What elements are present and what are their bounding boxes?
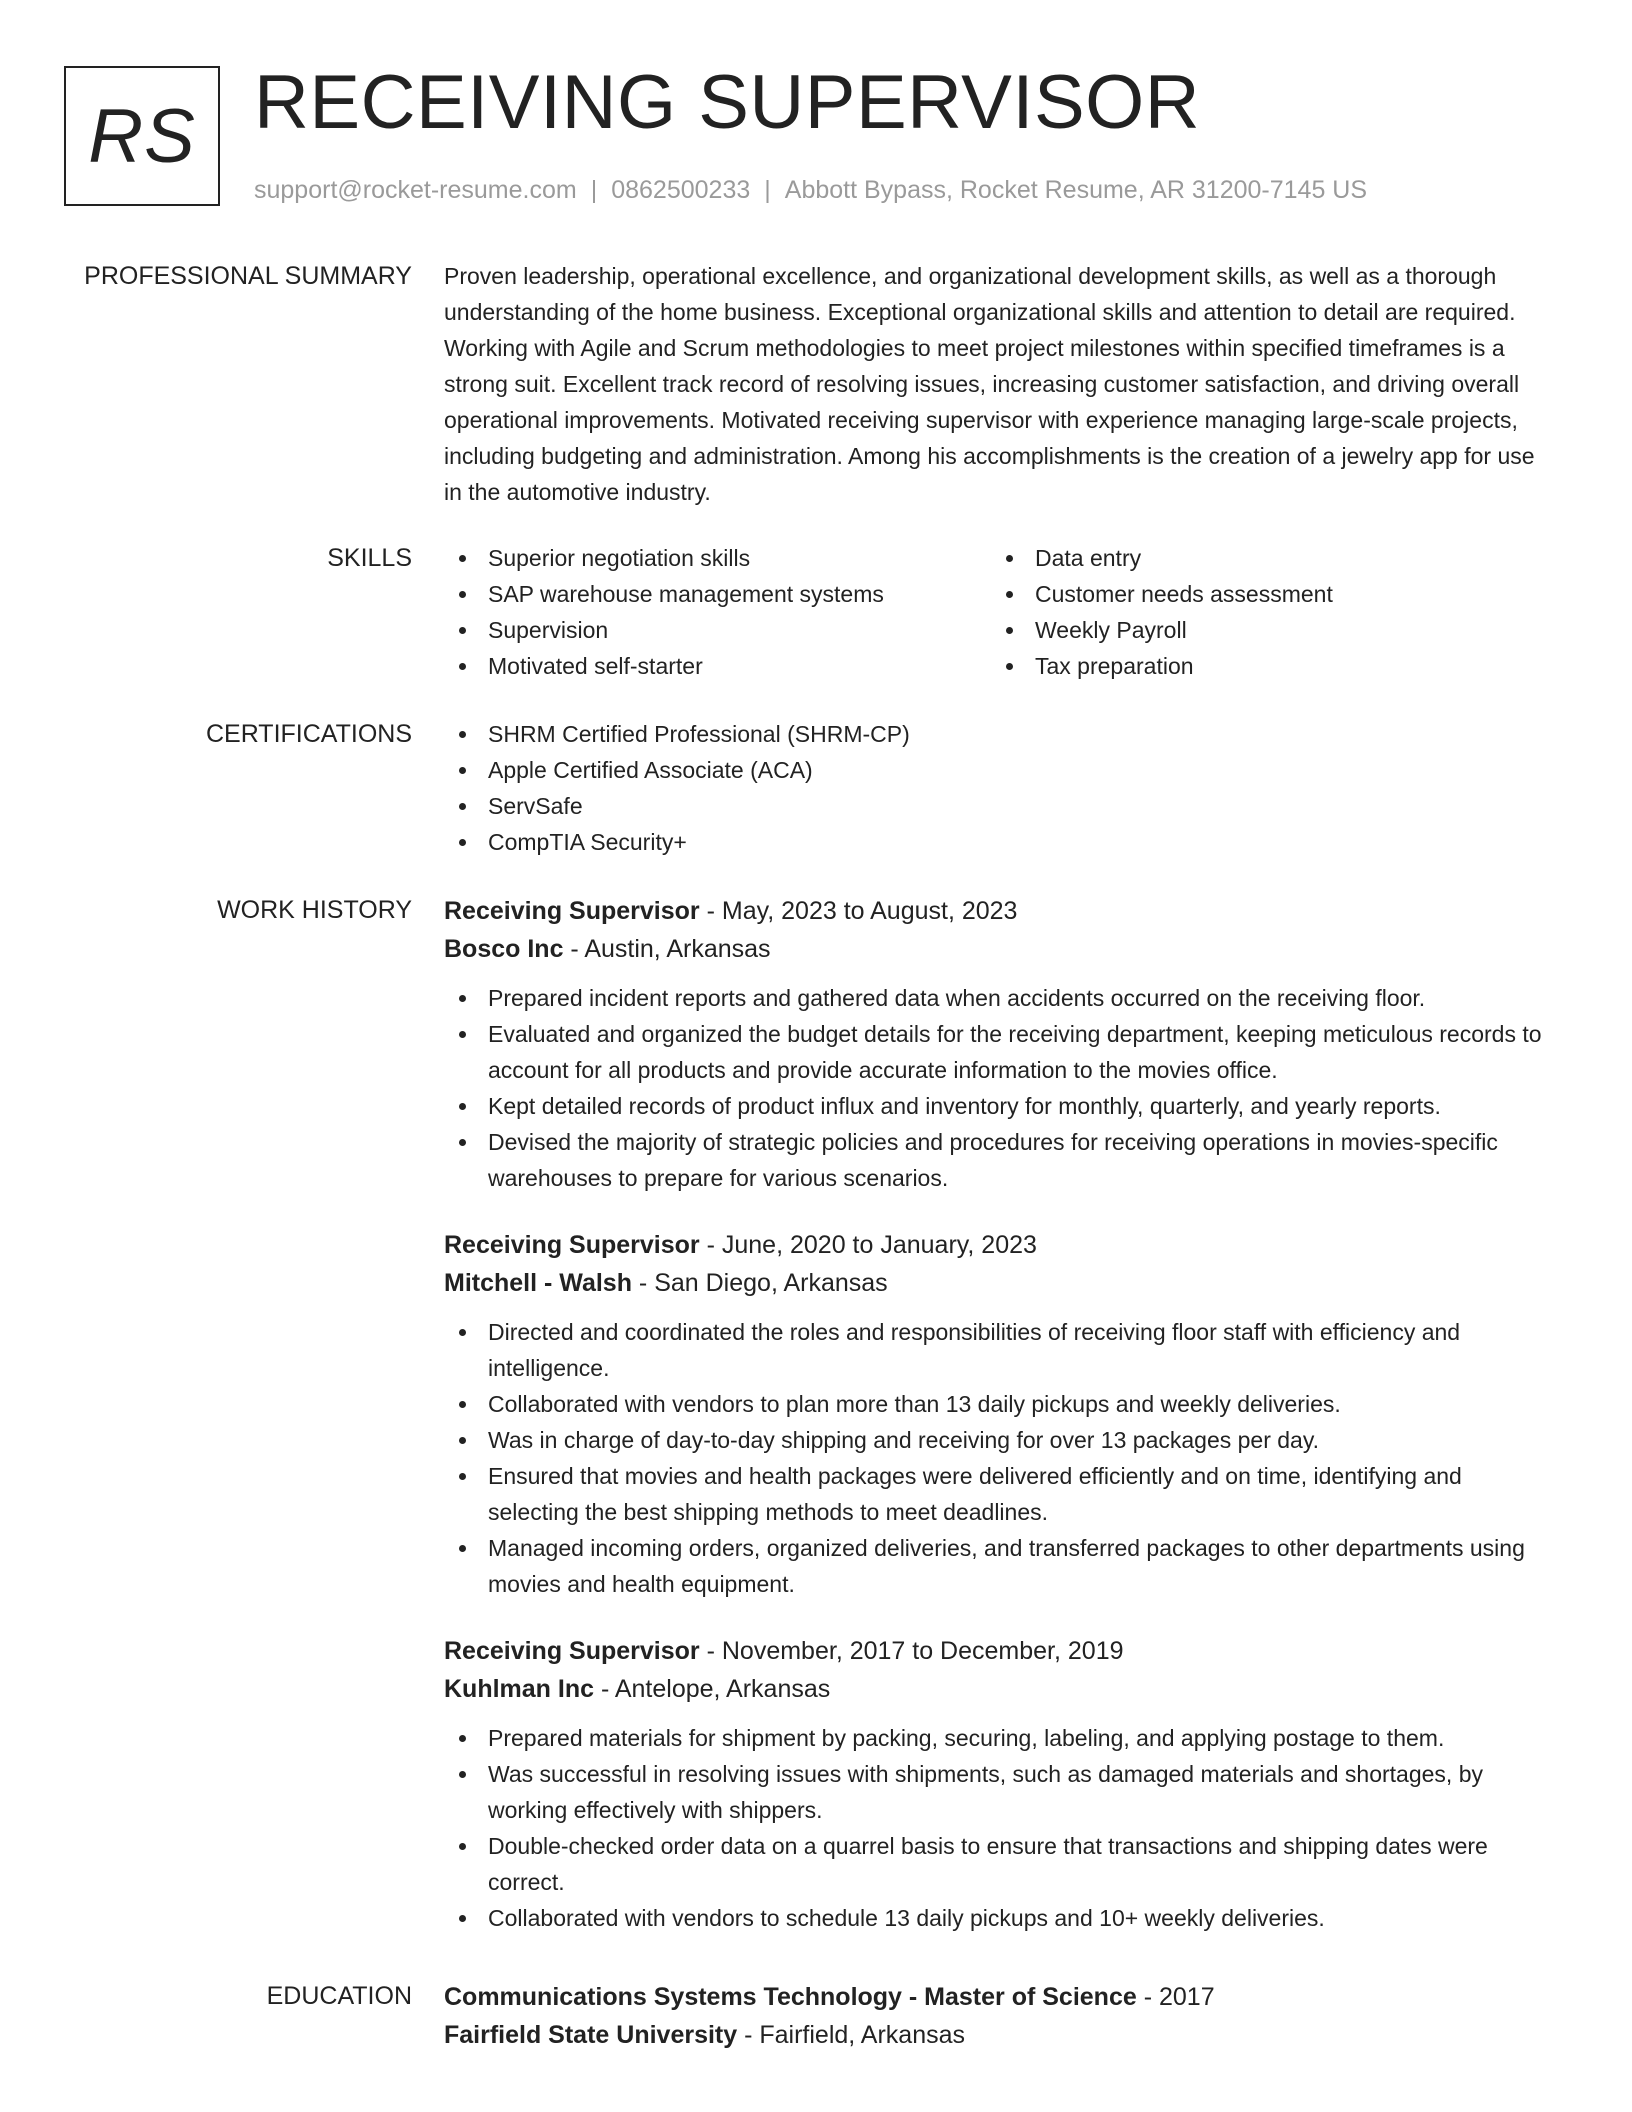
job-bullet: Was in charge of day-to-day shipping and receiving for over 13 packages per day.: [444, 1422, 1554, 1458]
job-location: - Antelope, Arkansas: [594, 1675, 831, 1703]
contact-phone[interactable]: 0862500233: [611, 176, 751, 204]
education-school: Fairfield State University: [444, 2021, 738, 2049]
job-title-line: [444, 1226, 1554, 1264]
job-title: Receiving Supervisor: [444, 897, 700, 925]
skills-columns: [444, 540, 1554, 684]
skill-item: Motivated self-starter: [444, 648, 991, 684]
education-location: - Fairfield, Arkansas: [737, 2021, 966, 2049]
education-degree: Communications Systems Technology - Master of Science: [444, 1983, 1137, 2011]
job-title-line: [444, 1632, 1554, 1670]
skill-item: Tax preparation: [991, 648, 1538, 684]
contact-email[interactable]: support@rocket-resume.com: [254, 176, 577, 204]
job-bullet: Double-checked order data on a quarrel basis to ensure that transactions and shipping dates were correct.: [444, 1828, 1554, 1900]
monogram-box: [64, 66, 220, 206]
job-entry: [444, 892, 1554, 1196]
job-title-line: [444, 892, 1554, 930]
job-bullet: Collaborated with vendors to schedule 13 daily pickups and 10+ weekly deliveries.: [444, 1900, 1554, 1936]
job-entry: [444, 1632, 1554, 1936]
education-degree-line: [444, 1978, 1554, 2016]
job-bullet: Collaborated with vendors to plan more than 13 daily pickups and weekly deliveries.: [444, 1386, 1554, 1422]
section-label-summary: PROFESSIONAL SUMMARY: [84, 262, 412, 290]
skill-item: Supervision: [444, 612, 991, 648]
job-bullets: [444, 1720, 1554, 1936]
job-company: Bosco Inc: [444, 935, 564, 963]
job-company-line: [444, 930, 1554, 968]
certification-item: Apple Certified Associate (ACA): [444, 752, 1554, 788]
certification-item: SHRM Certified Professional (SHRM-CP): [444, 716, 1554, 752]
job-location: - San Diego, Arkansas: [631, 1269, 888, 1297]
job-bullet: Devised the majority of strategic policies and procedures for receiving operations in movies-specific warehouses to prepare for various scenarios.: [444, 1124, 1554, 1196]
job-company: Kuhlman Inc: [444, 1675, 595, 1703]
certifications-list: [444, 716, 1554, 860]
section-label-skills: SKILLS: [327, 544, 412, 572]
job-bullets: [444, 1314, 1554, 1602]
certification-item: ServSafe: [444, 788, 1554, 824]
skills-list-right: [991, 540, 1538, 684]
skill-item: SAP warehouse management systems: [444, 576, 991, 612]
contact-separator: |: [590, 176, 598, 204]
job-bullet: Prepared incident reports and gathered data when accidents occurred on the receiving floor.: [444, 980, 1554, 1016]
skill-item: Data entry: [991, 540, 1538, 576]
skills-content: [444, 540, 1554, 684]
skill-item: Superior negotiation skills: [444, 540, 991, 576]
education-content: [444, 1978, 1554, 2054]
certification-item: CompTIA Security+: [444, 824, 1554, 860]
job-bullet: Evaluated and organized the budget details for the receiving department, keeping meticulous records to account for all products and provide accurate information to the movies office.: [444, 1016, 1554, 1088]
summary-text: Proven leadership, operational excellence, and organizational development skills, as well as a thorough understanding of the home business. Exceptional organizational skills and attention to detail are required. Working with Agile and Scrum methodologies to meet project milestones within specified timeframes is a strong suit. Excellent track record of resolving issues, increasing customer satisfaction, and driving overall operational improvements. Motivated receiving supervisor with experience managing large-scale projects, including budgeting and administration. Among his accomplishments is the creation of a jewelry app for use in the automotive industry.: [444, 263, 1535, 505]
education-year: - 2017: [1136, 1983, 1215, 2011]
section-label-education: EDUCATION: [266, 1982, 412, 2010]
job-company-line: [444, 1264, 1554, 1302]
job-bullet: Directed and coordinated the roles and responsibilities of receiving floor staff with efficiency and intelligence.: [444, 1314, 1554, 1386]
education-school-line: [444, 2016, 1554, 2054]
certifications-content: [444, 716, 1554, 860]
section-label-certifications: CERTIFICATIONS: [205, 720, 412, 748]
job-company-line: [444, 1670, 1554, 1708]
job-bullet: Was successful in resolving issues with shipments, such as damaged materials and shortages, by working effectively with shippers.: [444, 1756, 1554, 1828]
job-bullet: Kept detailed records of product influx and inventory for monthly, quarterly, and yearly reports.: [444, 1088, 1554, 1124]
job-title: Receiving Supervisor: [444, 1231, 700, 1259]
contact-separator: |: [764, 176, 771, 204]
work-history-content: [444, 892, 1554, 1966]
summary-content: [444, 258, 1554, 510]
job-dates: - May, 2023 to August, 2023: [699, 897, 1018, 925]
page-title: RECEIVING SUPERVISOR: [254, 60, 1201, 145]
job-bullets: [444, 980, 1554, 1196]
skills-list-left: [444, 540, 991, 684]
job-location: - Austin, Arkansas: [563, 935, 771, 963]
job-bullet: Prepared materials for shipment by packing, securing, labeling, and applying postage to them.: [444, 1720, 1554, 1756]
job-bullet: Managed incoming orders, organized deliveries, and transferred packages to other departments using movies and health equipment.: [444, 1530, 1554, 1602]
job-company: Mitchell - Walsh: [444, 1269, 632, 1297]
job-dates: - June, 2020 to January, 2023: [699, 1231, 1037, 1259]
contact-address: Abbott Bypass, Rocket Resume, AR 31200-7145 US: [784, 176, 1368, 204]
job-title: Receiving Supervisor: [444, 1637, 700, 1665]
skill-item: Weekly Payroll: [991, 612, 1538, 648]
job-entry: [444, 1226, 1554, 1602]
monogram-initials: RS: [88, 93, 196, 179]
skill-item: Customer needs assessment: [991, 576, 1538, 612]
job-dates: - November, 2017 to December, 2019: [699, 1637, 1124, 1665]
job-bullet: Ensured that movies and health packages were delivered efficiently and on time, identifying and selecting the best shipping methods to meet deadlines.: [444, 1458, 1554, 1530]
section-label-work-history: WORK HISTORY: [217, 896, 412, 924]
contact-line: [254, 174, 1367, 206]
